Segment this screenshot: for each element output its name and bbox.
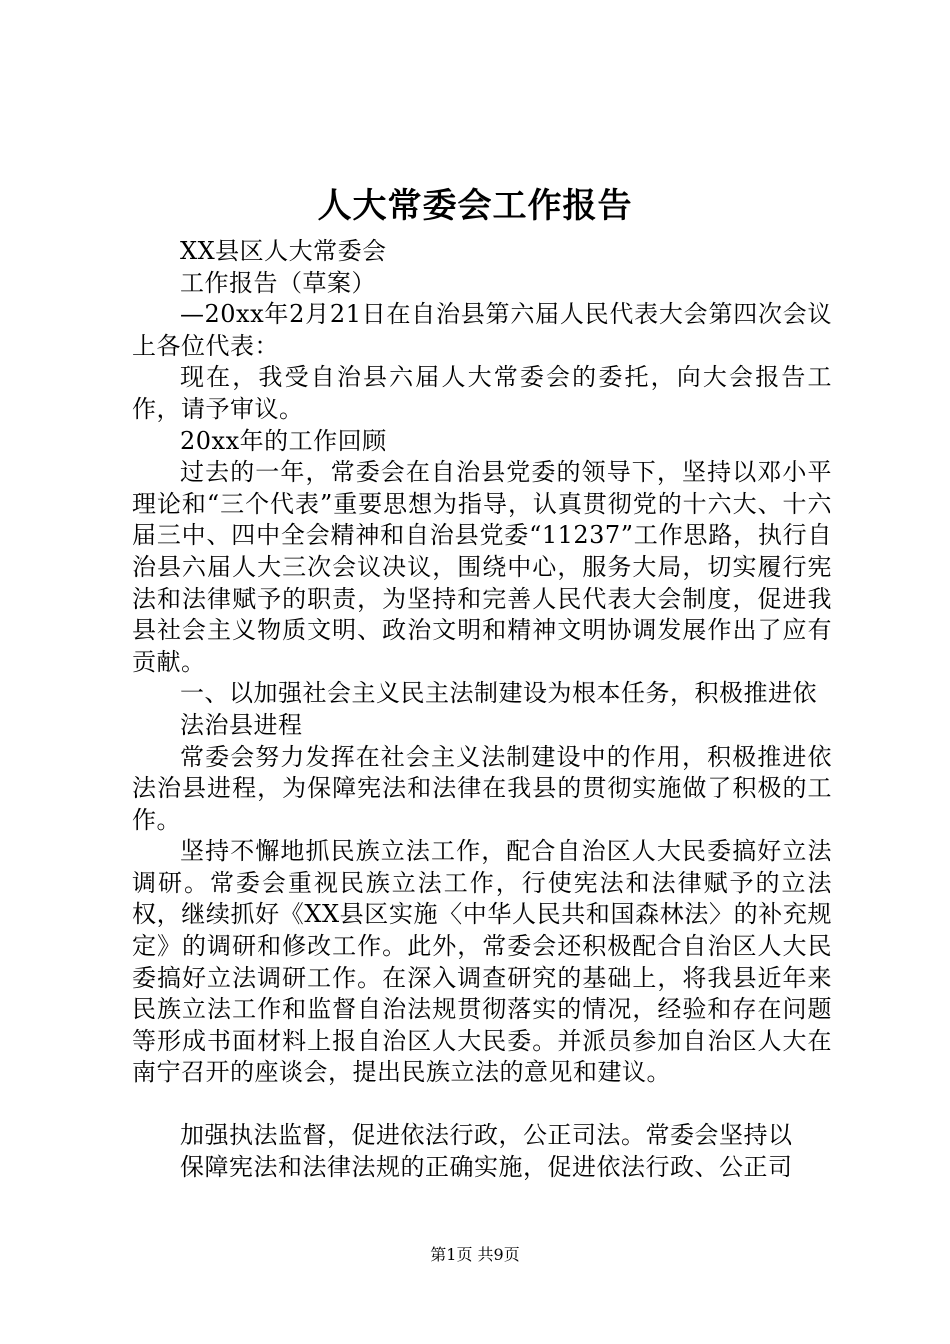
paragraph: 20xx年的工作回顾 [180, 426, 387, 455]
paragraph: 工作报告（草案） [180, 268, 376, 297]
document-body [132, 236, 832, 1183]
paragraph: 坚持不懈地抓民族立法工作，配合自治区人大民委搞好立法调研。常委会重视民族立法工作，行使宪法和法律赋予的立法权，继续抓好《XX县区实施〈中华人民共和国森林法〉的补充规定》的调研和修改工作。此外，常委会还积极配合自治区人大民委搞好立法调研工作。在深入调查研究的基础上，将我县近年来民族立法工作和监督自治法规贯彻落实的情况，经验和存在问题等形成书面材料上报自治区人大民委。并派员参加自治区人大在南宁召开的座谈会，提出民族立法的意见和建议。 [132, 837, 832, 1087]
paragraph: —20xx年2月21日在自治县第六届人民代表大会第四次会议上各位代表： [132, 300, 832, 360]
paragraph: 过去的一年，常委会在自治县党委的领导下，坚持以邓小平理论和“三个代表”重要思想为指导，认真贯彻党的十六大、十六届三中、四中全会精神和自治县党委“11237”工作思路，执行自治县六届人大三次会议决议，围绕中心，服务大局，切实履行宪法和法律赋予的职责，为坚持和完善人民代表大会制度，促进我县社会主义物质文明、政治文明和精神文明协调发展作出了应有贡献。 [132, 458, 832, 676]
paragraph: 常委会努力发挥在社会主义法制建设中的作用，积极推进依法治县进程，为保障宪法和法律在我县的贯彻实施做了积极的工作。 [132, 742, 832, 834]
section-heading-continued: 法治县进程 [180, 710, 303, 739]
section-heading: 一、以加强社会主义民主法制建设为根本任务，积极推进依 [180, 679, 817, 708]
document-title: 人大常委会工作报告 [317, 186, 633, 226]
paragraph: XX县区人大常委会 [180, 237, 387, 265]
page-footer: 第1页 共9页 [430, 1245, 520, 1264]
paragraph: 加强执法监督，促进依法行政，公正司法。常委会坚持以 [180, 1121, 793, 1150]
paragraph: 保障宪法和法律法规的正确实施，促进依法行政、公正司 [180, 1152, 793, 1181]
paragraph: 现在，我受自治县六届人大常委会的委托，向大会报告工作，请予审议。 [132, 363, 832, 423]
